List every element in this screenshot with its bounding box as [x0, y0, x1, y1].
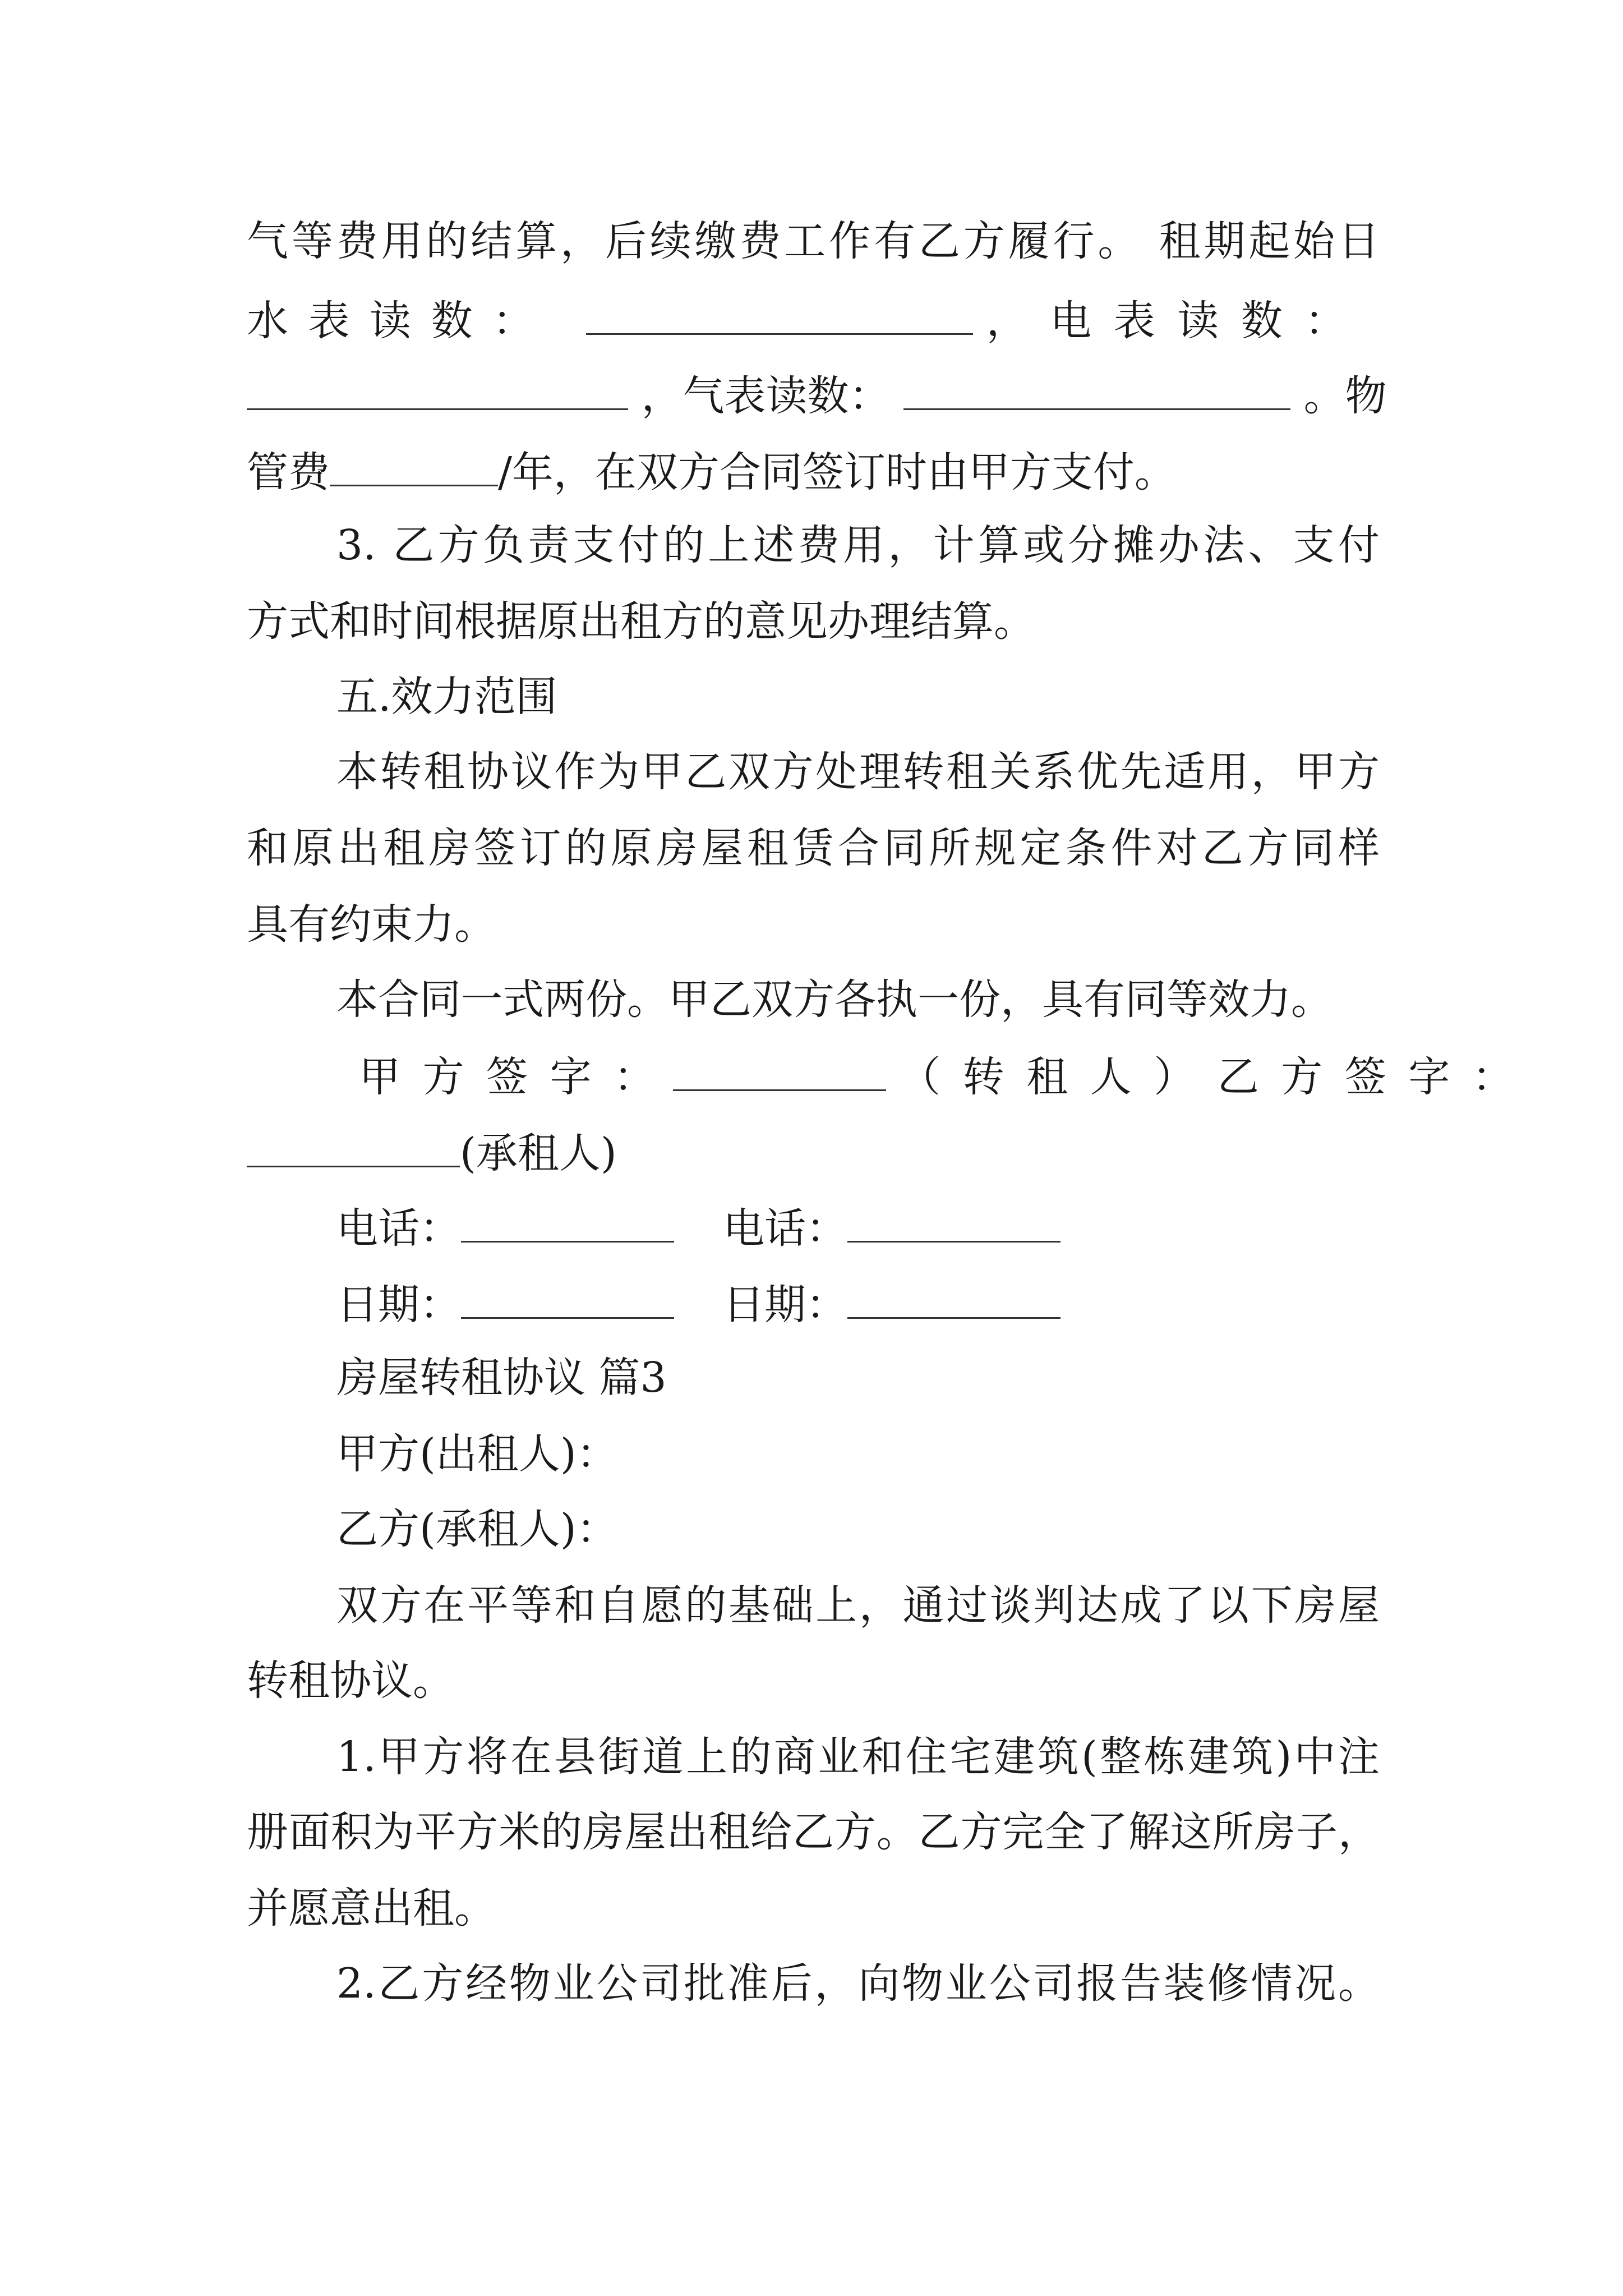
line-text: 双方在平等和自愿的基础上，通过谈判达成了以下房屋 [336, 1581, 1380, 1630]
line-text: 房屋转租协议 篇3 [336, 1354, 667, 1402]
line-text: 和原出租房签订的原房屋租赁合同所规定条件对乙方同样 [247, 824, 1380, 872]
water-meter-blank [586, 291, 973, 335]
line-text: 乙方(承租人)： [336, 1505, 618, 1553]
signature-line [359, 1047, 1518, 1103]
date-label-b: 日期： [723, 1281, 848, 1329]
line-text: 管费 [247, 448, 330, 496]
line-text: 3. 乙方负责支付的上述费用，计算或分摊办法、支付 [336, 521, 1380, 569]
property-fee-line [247, 442, 1380, 498]
party-b-line [336, 1501, 1380, 1557]
text-line [336, 1955, 1380, 2012]
text-line [336, 1729, 1380, 1785]
line-text: /年，在双方合同签订时由甲方支付。 [498, 448, 1176, 496]
text-line [247, 820, 1380, 876]
text-line [336, 1577, 1380, 1634]
text-line [247, 593, 1380, 650]
document-title [336, 1350, 1380, 1406]
phone-blank-b [847, 1198, 1061, 1243]
water-meter-label: 水 表 读 数 ： [247, 297, 538, 345]
date-blank-a [461, 1274, 674, 1319]
meter-readings-line [247, 291, 1380, 347]
phone-line [336, 1198, 1380, 1254]
gas-meter-label: ，气表读数： [641, 372, 891, 420]
line-text: 转租协议。 [247, 1657, 454, 1705]
party-a-line [336, 1426, 1380, 1482]
text-line [247, 1880, 1380, 1936]
phone-blank-a [461, 1198, 674, 1243]
text-line [336, 972, 1380, 1028]
line-text: 2.乙方经物业公司批准后，向物业公司报告装修情况。 [336, 1959, 1380, 2008]
line-text: 气等费用的结算，后续缴费工作有乙方履行。 租期起始日 [247, 217, 1380, 265]
party-b-signature-label: （ 转 租 人 ） 乙 方 签 字 ： [899, 1053, 1518, 1101]
line-text: (承租人) [460, 1129, 617, 1177]
party-b-signature-blank [247, 1123, 460, 1167]
line-text: 本转租协议作为甲乙双方处理转租关系优先适用，甲方 [336, 748, 1380, 796]
text-line [336, 744, 1380, 800]
line-text: 并愿意出租。 [247, 1884, 496, 1932]
line-text: 1.甲方将在县街道上的商业和住宅建筑(整栋建筑)中注 [336, 1733, 1380, 1781]
property-fee-blank [330, 442, 498, 486]
line-text: 具有约束力。 [247, 900, 496, 949]
line-text: 本合同一式两份。甲乙双方各执一份，具有同等效力。 [336, 976, 1332, 1024]
phone-label-b: 电话： [723, 1204, 848, 1253]
text-line [247, 213, 1380, 269]
line-text: 方式和时间根据原出租方的意见办理结算。 [247, 597, 1035, 646]
line-text: 册面积为平方米的房屋出租给乙方。乙方完全了解这所房子， [247, 1808, 1380, 1856]
date-label-a: 日期： [336, 1281, 461, 1329]
party-a-signature-blank [673, 1047, 886, 1091]
electric-meter-label: ， 电 表 读 数 ： [986, 297, 1351, 345]
party-a-signature-label: 甲 方 签 字 ： [359, 1053, 660, 1101]
line-text: 甲方(出租人)： [336, 1430, 618, 1478]
signature-line-2 [247, 1123, 1380, 1179]
electric-meter-blank [247, 366, 628, 410]
gas-meter-blank [903, 366, 1290, 410]
meter-readings-line-2 [247, 366, 1387, 422]
line-text: 。物 [1303, 372, 1387, 420]
text-line [247, 1804, 1380, 1860]
text-line [247, 896, 1380, 953]
phone-label-a: 电话： [336, 1204, 461, 1253]
text-line [247, 1653, 1380, 1709]
text-line [336, 517, 1380, 573]
line-text: 五.效力范围 [336, 673, 557, 721]
section-heading [336, 669, 1380, 725]
date-blank-b [847, 1274, 1061, 1319]
date-line [336, 1274, 1380, 1331]
